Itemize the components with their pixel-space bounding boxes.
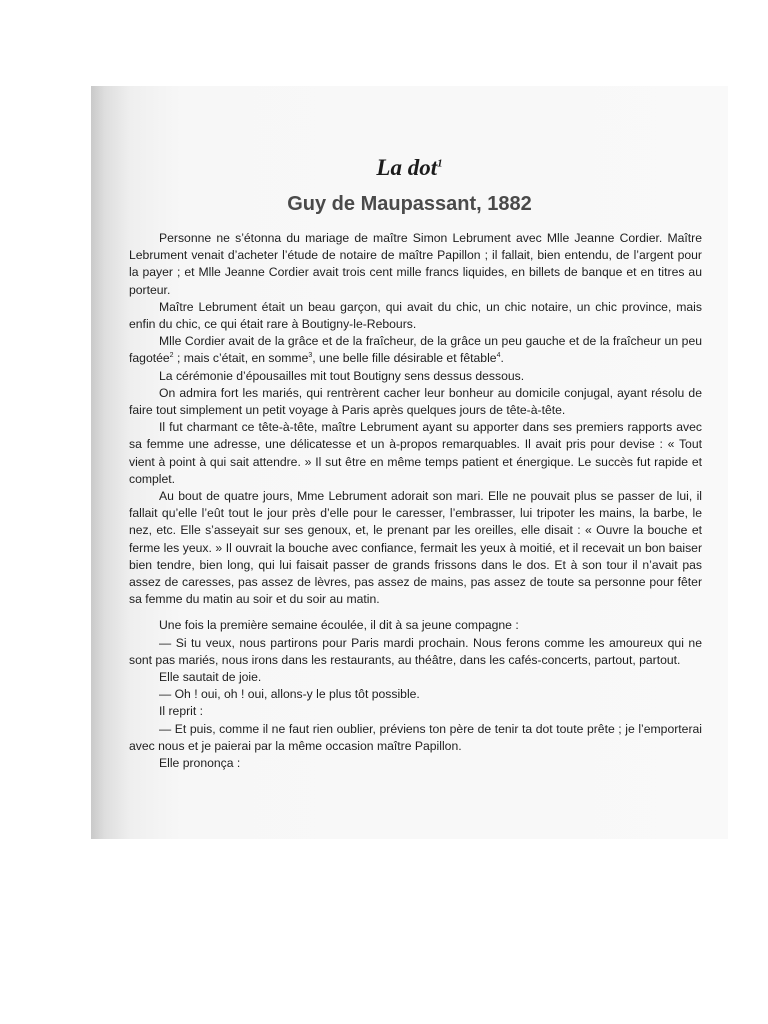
paragraph: Maître Lebrument était un beau garçon, qui avait du chic, un chic notaire, un chic province, mais enfin du chic, ce qui était rare à Boutigny-le-Rebours. bbox=[129, 299, 702, 332]
dialogue-line: — Et puis, comme il ne faut rien oublier, préviens ton père de tenir ta dot toute prête ; je l’emporterai avec nous et je paierai par la même occasion maître Papillon. bbox=[129, 721, 702, 753]
title-footnote-marker: 1 bbox=[437, 157, 443, 170]
paragraph: Au bout de quatre jours, Mme Lebrument adorait son mari. Elle ne pouvait plus se passer de lui, il fallait qu’elle l’eût tout le jour près d’elle pour le caresser, l’embrasser, lui tripoter les mains, la barbe, le nez, etc. Elle s’asseyait sur ses genoux, et, le prenant par les oreilles, elle disait : « Ouvre la bouche et ferme les yeux. » Il ouvrait la bouche avec confiance, fermait les yeux à moitié, et il recevait un bon baiser bien tendre, bien long, qui lui faisait passer de grands frissons dans le dos. Et à son tour il n’avait pas assez de caresses, pas assez de lèvres, pas assez de mains, pas assez de toute sa personne pour fêter sa femme du matin au soir et du soir au matin. bbox=[129, 489, 702, 607]
paragraph: Personne ne s’étonna du mariage de maître Simon Lebrument avec Mlle Jeanne Cordier. Maître Lebrument venait d’acheter l’étude de notaire de maître Papillon ; il fallait, bien entendu, de l’argent pour la payer ; et Mlle Jeanne Cordier avait trois cent mille francs liquides, en billets de banque et en titres au porteur. bbox=[129, 231, 702, 297]
paragraph: La cérémonie d’épousailles mit tout Boutigny sens dessus dessous. bbox=[159, 368, 525, 383]
document-page bbox=[91, 86, 728, 839]
paragraph: On admira fort les mariés, qui rentrèrent cacher leur bonheur au domicile conjugal, ayant résolu de faire tout simplement un petit voyage à Paris après quelques jours de tête-à-tête. bbox=[129, 385, 702, 418]
dialogue-line: — Oh ! oui, oh ! oui, allons-y le plus tôt possible. bbox=[159, 687, 420, 702]
footnote-marker: 2 bbox=[169, 352, 174, 360]
footnote-marker: 4 bbox=[496, 352, 501, 360]
paragraph: Il fut charmant ce tête-à-tête, maître Lebrument ayant su apporter dans ses premiers rapports avec sa femme une adresse, une délicatesse et un à-propos remarquables. Il avait pris pour devise : « Tout vient à point à qui sait attendre. » Il sut être en même temps patient et énergique. Le succès fut rapide et complet. bbox=[129, 420, 702, 486]
paragraph: Il reprit : bbox=[159, 704, 204, 719]
author-and-year: Guy de Maupassant, 1882 bbox=[287, 193, 532, 215]
dialogue-line: — Si tu veux, nous partirons pour Paris mardi prochain. Nous ferons comme les amoureux qui ne sont pas mariés, nous irons dans les restaurants, au théâtre, dans les cafés-concerts, partout, partout. bbox=[129, 635, 702, 667]
story-text bbox=[129, 230, 702, 772]
footnote-marker: 3 bbox=[308, 352, 313, 360]
paragraph: Une fois la première semaine écoulée, il dit à sa jeune compagne : bbox=[159, 618, 519, 633]
paragraph: Mlle Cordier avait de la grâce et de la fraîcheur, de la grâce un peu gauche et de la fraîcheur un peu fagotée$^2$ ; mais c’était, en somme$^3$, une belle fille désirable et fêtable$^4$. bbox=[129, 334, 702, 366]
paragraph: Elle sautait de joie. bbox=[159, 670, 262, 685]
story-title: La dot$^1$ bbox=[376, 155, 443, 180]
paragraph: Elle prononça : bbox=[159, 756, 241, 771]
